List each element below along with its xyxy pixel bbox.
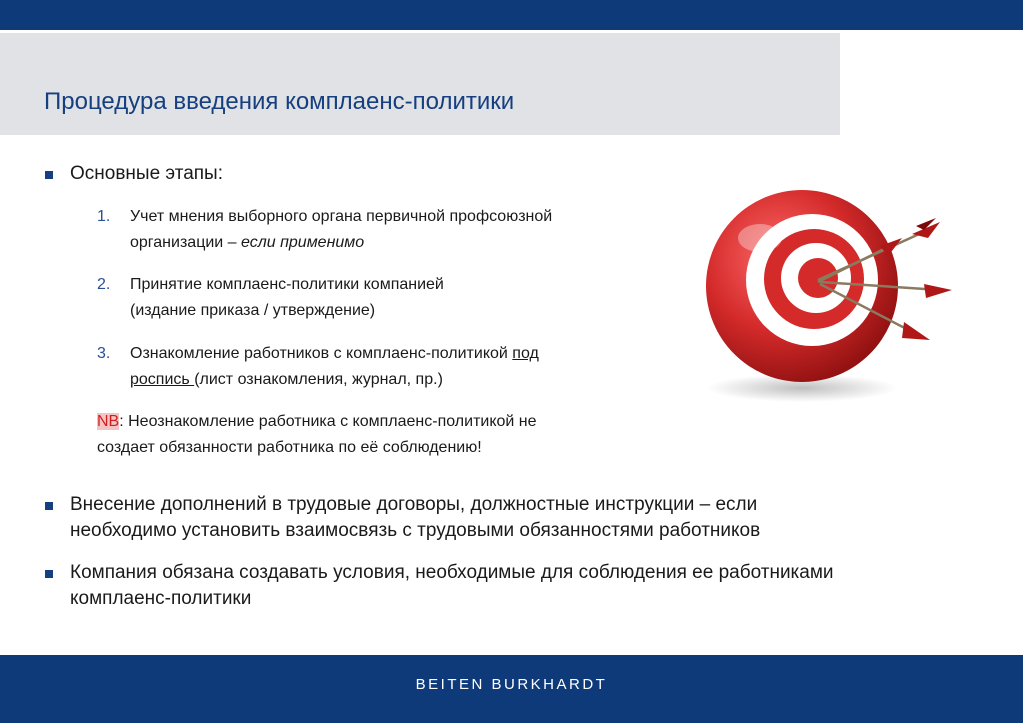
list-item bbox=[130, 272, 444, 324]
top-bar bbox=[0, 0, 1023, 30]
nb-note bbox=[97, 409, 537, 461]
list-item-line bbox=[130, 341, 539, 367]
nb-line bbox=[97, 409, 537, 435]
list-item-underlined: роспись bbox=[130, 371, 195, 388]
list-number: 3. bbox=[97, 345, 111, 362]
list-number: 1. bbox=[97, 208, 111, 225]
nb-tag: NB bbox=[97, 413, 120, 430]
nb-line: создает обязанности работника по её соблюдению! bbox=[97, 439, 482, 456]
list-item-text: Ознакомление работников с комплаенс-политикой bbox=[130, 345, 513, 362]
target-bullseye bbox=[798, 258, 838, 298]
bullet-line: необходимо установить взаимосвязь с трудовыми обязанностями работников bbox=[70, 520, 761, 541]
ball-highlight bbox=[738, 224, 782, 252]
list-item-line: Учет мнения выборного органа первичной профсоюзной bbox=[130, 208, 553, 225]
bullet-marker bbox=[45, 502, 53, 510]
footer-bar bbox=[0, 655, 1023, 723]
bullet-item bbox=[70, 492, 760, 544]
bullet-line: Внесение дополнений в трудовые договоры, должностные инструкции – если bbox=[70, 494, 758, 515]
target-with-arrows-icon bbox=[690, 168, 990, 430]
list-item-line: Принятие комплаенс-политики компанией bbox=[130, 276, 444, 293]
list-item-text: организации – bbox=[130, 234, 242, 251]
bullet-marker bbox=[45, 570, 53, 578]
slide-title: Процедура введения комплаенс-политики bbox=[44, 88, 515, 115]
title-band bbox=[0, 33, 840, 135]
footer-brand: BEITEN BURKHARDT bbox=[415, 676, 608, 693]
list-item-text: (лист ознакомления, журнал, пр.) bbox=[194, 371, 443, 388]
bullet-line: Компания обязана создавать условия, необходимые для соблюдения ее работниками bbox=[70, 562, 834, 583]
bullet-line: комплаенс-политики bbox=[70, 588, 252, 609]
list-number: 2. bbox=[97, 276, 111, 293]
list-item-line bbox=[130, 230, 552, 256]
list-item-line: (издание приказа / утверждение) bbox=[130, 302, 376, 319]
nb-text: : Неознакомление работника с комплаенс-политикой не bbox=[119, 413, 537, 430]
bullet-marker bbox=[45, 171, 53, 179]
list-item bbox=[130, 341, 539, 393]
target-illustration bbox=[690, 168, 990, 430]
list-item-line bbox=[130, 367, 539, 393]
section-heading: Основные этапы: bbox=[70, 163, 223, 184]
list-item-italic: если применимо bbox=[241, 234, 365, 251]
list-item-underlined: под bbox=[512, 345, 539, 362]
bullet-item bbox=[70, 560, 834, 612]
list-item bbox=[130, 204, 552, 256]
